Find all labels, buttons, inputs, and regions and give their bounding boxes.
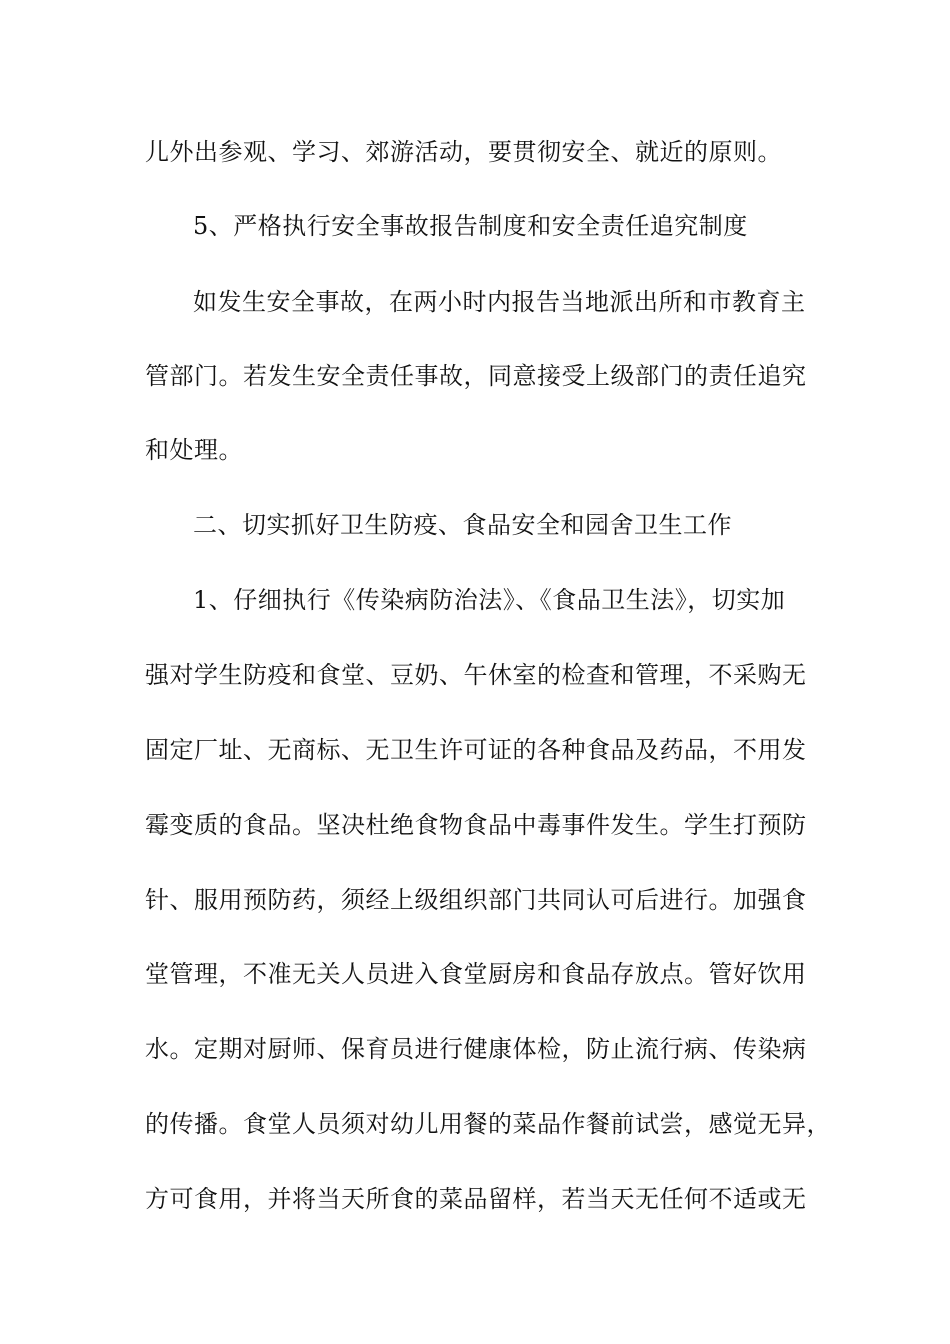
paragraph-line: 儿外出参观、学习、郊游活动，要贯彻安全、就近的原则。 [145,138,782,166]
section-heading: 二、切实抓好卫生防疫、食品安全和园舍卫生工作 [193,511,732,539]
paragraph-line: 的传播。食堂人员须对幼儿用餐的菜品作餐前试尝，感觉无异， [145,1110,831,1138]
paragraph-line: 针、服用预防药，须经上级组织部门共同认可后进行。加强食 [145,886,807,914]
section-heading: 5、严格执行安全事故报告制度和安全责任追究制度 [193,212,748,240]
paragraph-line: 强对学生防疫和食堂、豆奶、午休室的检查和管理，不采购无 [145,661,807,689]
paragraph-line: 方可食用，并将当天所食的菜品留样，若当天无任何不适或无 [145,1185,807,1213]
paragraph-line: 管部门。若发生安全责任事故，同意接受上级部门的责任追究 [145,362,807,390]
paragraph-line: 固定厂址、无商标、无卫生许可证的各种食品及药品，不用发 [145,736,807,764]
paragraph-line: 和处理。 [145,436,243,464]
paragraph-line: 霉变质的食品。坚决杜绝食物食品中毒事件发生。学生打预防 [145,811,807,839]
paragraph-line: 1、仔细执行《传染病防治法》、《食品卫生法》，切实加 [193,586,786,614]
paragraph-line: 水。定期对厨师、保育员进行健康体检，防止流行病、传染病 [145,1035,807,1063]
paragraph-line: 如发生安全事故，在两小时内报告当地派出所和市教育主 [193,288,806,316]
paragraph-line: 堂管理，不准无关人员进入食堂厨房和食品存放点。管好饮用 [145,960,807,988]
